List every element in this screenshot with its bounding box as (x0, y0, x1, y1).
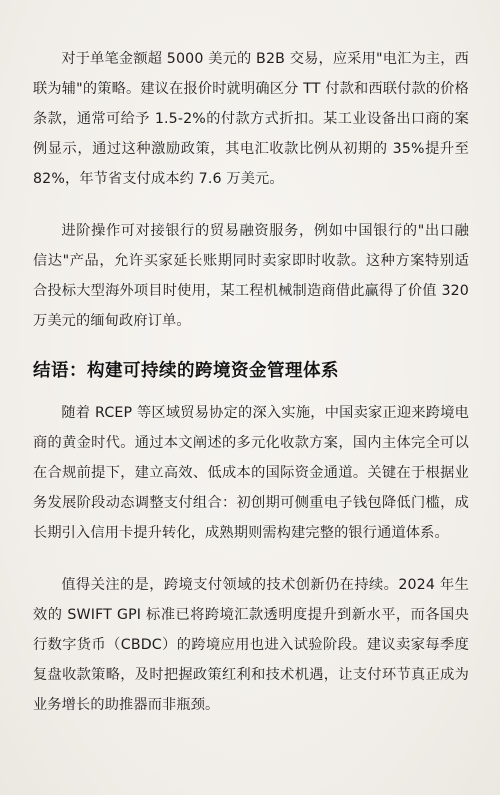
paragraph-rcep: 随着 RCEP 等区域贸易协定的深入实施，中国卖家正迎来跨境电商的黄金时代。通过本文阐述的多元化收款方案，国内主体完全可以在合规前提下，建立高效、低成本的国际资金通道。关键在于根据业务发展阶段动态调整支付组合：初创期可侧重电子钱包降低门槛，成长期引入信用卡提升转化，成熟期则需构建完整的银行通道体系。 (33, 405, 469, 541)
paragraph-swift-gpi: 值得关注的是，跨境支付领域的技术创新仍在持续。2024 年生效的 SWIFT GPI 标准已将跨境汇款透明度提升到新水平，而各国央行数字货币（CBDC）的跨境应用也进入试验阶段。建议卖家每季度复盘收款策略，及时把握政策红利和技术机遇，让支付环节真正成为业务增长的助推器而非瓶颈。 (33, 577, 469, 713)
paragraph-trade-finance: 进阶操作可对接银行的贸易融资服务，例如中国银行的"出口融信达"产品，允许买家延长账期同时卖家即时收款。这种方案特别适合投标大型海外项目时使用，某工程机械制造商借此赢得了价值 320 万美元的缅甸政府订单。 (33, 223, 469, 329)
document-body (33, 44, 469, 742)
section-heading-conclusion: 结语：构建可持续的跨境资金管理体系 (33, 361, 339, 381)
paragraph-tt-strategy: 对于单笔金额超 5000 美元的 B2B 交易，应采用"电汇为主，西联为辅"的策略。建议在报价时就明确区分 TT 付款和西联付款的价格条款，通常可给予 1.5-2%的付款方式折扣。某工业设备出口商的案例显示，通过这种激励政策，其电汇收款比例从初期的 35%提升至 82%，年节省支付成本约 7.6 万美元。 (33, 51, 469, 187)
